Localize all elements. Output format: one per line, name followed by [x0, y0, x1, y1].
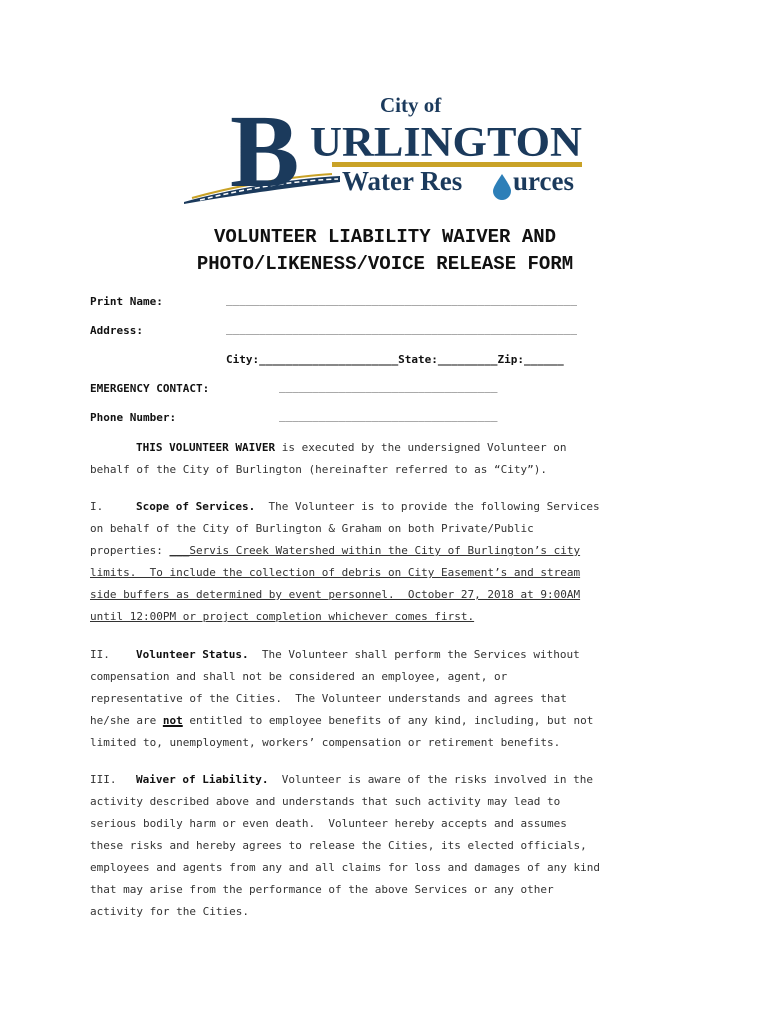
section-1-line-6: until 12:00PM or project completion whichever comes first. — [90, 610, 475, 623]
logo-subtitle-end: urces — [513, 166, 574, 196]
section-2-line-4-start: he/she are — [90, 714, 163, 727]
water-drop-icon — [493, 174, 511, 200]
emergency-contact-label: EMERGENCY CONTACT: — [90, 382, 210, 395]
print-name-label: Print Name: — [90, 295, 163, 308]
section-3-heading: Waiver of Liability. — [136, 773, 269, 786]
section-3-line-3: serious bodily harm or even death. Volunteer hereby accepts and assumes — [90, 817, 567, 830]
section-1-line-1-text: The Volunteer is to provide the following Services — [255, 500, 600, 513]
section-3-line-6: that may arise from the performance of the above Services or any other — [90, 883, 554, 896]
section-1-location-text: ___Servis Creek Watershed within the City of Burlington’s city — [169, 544, 581, 557]
section-2-line-5: limited to, unemployment, workers’ compensation or retirement benefits. — [90, 736, 561, 749]
logo-name: URLINGTON — [310, 120, 582, 166]
section-3-line-5: employees and agents from any and all claims for loss and damages of any kind — [90, 861, 600, 874]
section-2-line-4-end: entitled to employee benefits of any kind, including, but not — [182, 714, 594, 727]
logo-subtitle-start: Water Res — [342, 166, 463, 196]
form-title-line-2: PHOTO/LIKENESS/VOICE RELEASE FORM — [196, 253, 574, 275]
logo-city-of: City of — [380, 93, 442, 117]
section-1-line-4: limits. To include the collection of debris on City Easement’s and stream — [90, 566, 581, 579]
intro-line-1-text: is executed by the undersigned Volunteer on — [275, 441, 567, 454]
section-3-line-7: activity for the Cities. — [90, 905, 249, 918]
section-3-number: III. — [90, 773, 117, 786]
section-1-heading: Scope of Services. — [136, 500, 256, 513]
form-title-line-1: VOLUNTEER LIABILITY WAIVER AND — [213, 226, 557, 248]
intro-paragraph-line-2: behalf of the City of Burlington (hereinafter referred to as “City”). — [90, 463, 547, 476]
intro-bold-lead: THIS VOLUNTEER WAIVER — [136, 441, 276, 454]
section-1-line-3 — [90, 544, 580, 557]
address-label: Address: — [90, 324, 143, 337]
emergency-contact-field[interactable]: _________________________________ — [279, 380, 498, 393]
address-field[interactable]: _____________________________________________________ — [226, 322, 577, 335]
section-2-number: II. — [90, 648, 110, 661]
city-state-zip-field[interactable]: City:_____________________State:_________Zip:______ — [226, 353, 564, 366]
section-2-not-emphasis: not — [162, 714, 183, 727]
section-2-heading: Volunteer Status. — [136, 648, 249, 661]
section-1-number: I. — [90, 500, 104, 513]
section-3-line-2: activity described above and understands that such activity may lead to — [90, 795, 561, 808]
section-1-properties-label: properties: — [90, 544, 170, 557]
section-1-line-1 — [90, 500, 600, 513]
phone-number-label: Phone Number: — [90, 411, 177, 424]
section-2-line-2: compensation and shall not be considered an employee, agent, or — [90, 670, 508, 683]
city-of-burlington-water-resources-logo — [182, 90, 592, 208]
section-2-line-3: representative of the Cities. The Volunteer understands and agrees that — [90, 692, 567, 705]
section-3-line-4: these risks and hereby agrees to release the Cities, its elected officials, — [90, 839, 587, 852]
logo-initial-b: B — [230, 94, 300, 208]
section-1-line-5: side buffers as determined by event personnel. October 27, 2018 at 9:00AM — [90, 588, 581, 601]
section-3-line-1-text: Volunteer is aware of the risks involved in the — [268, 773, 593, 786]
section-2-line-1-text: The Volunteer shall perform the Services without — [248, 648, 580, 661]
section-3-line-1 — [90, 773, 593, 786]
phone-number-field[interactable]: _________________________________ — [279, 409, 498, 422]
section-2-line-4 — [90, 714, 593, 727]
intro-paragraph-line-1 — [136, 441, 566, 454]
section-2-line-1 — [90, 648, 580, 661]
print-name-field[interactable]: _____________________________________________________ — [226, 293, 577, 306]
section-1-line-2: on behalf of the City of Burlington & Graham on both Private/Public — [90, 522, 534, 535]
